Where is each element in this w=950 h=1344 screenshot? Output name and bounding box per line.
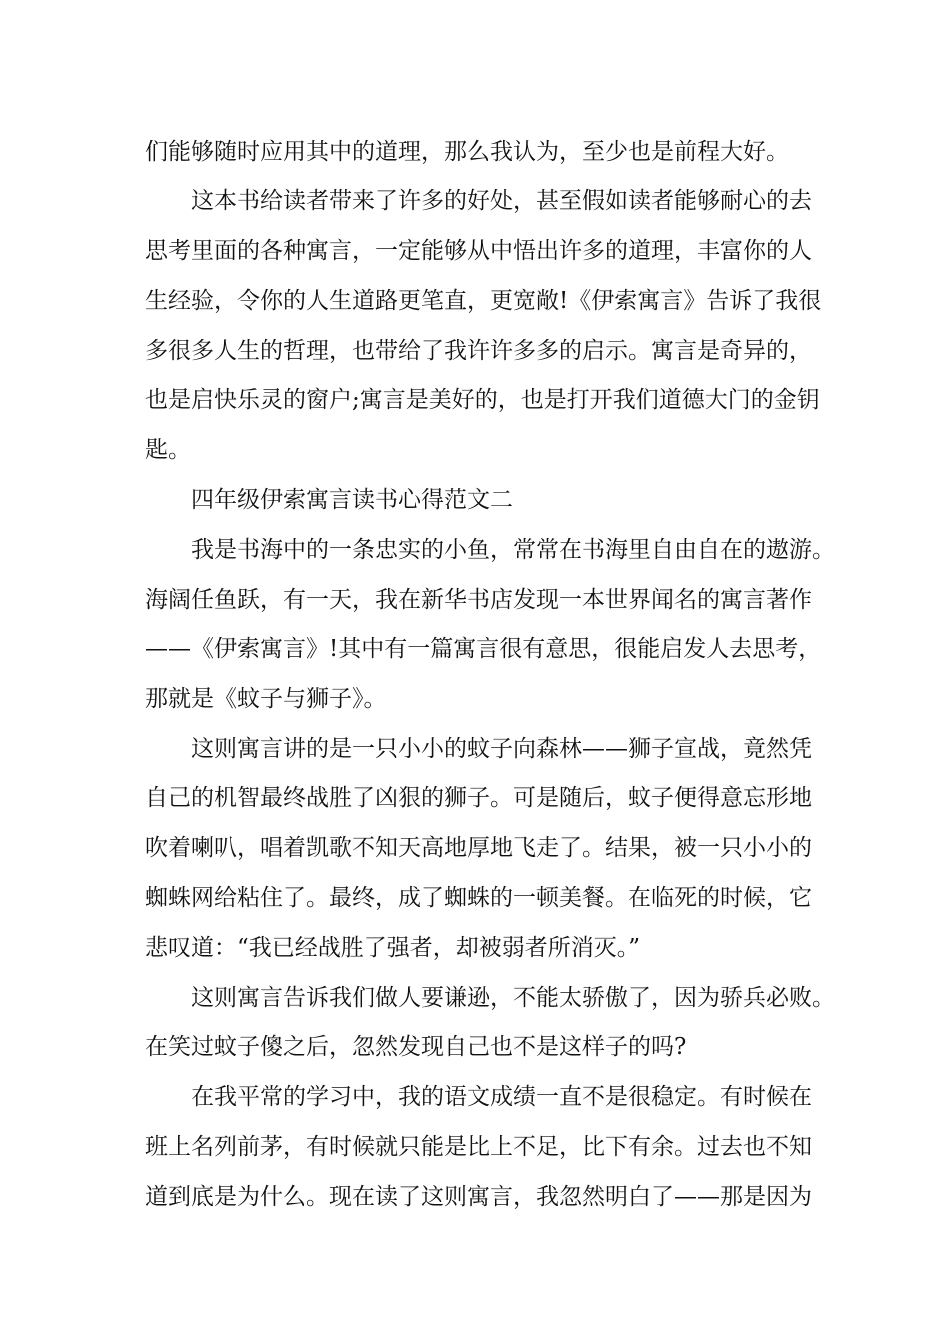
text-line: 在我平常的学习中，我的语文成绩一直不是很稳定。有时候在	[145, 1084, 812, 1110]
text-line: 这则寓言讲的是一只小小的蚊子向森林——狮子宣战，竟然凭	[145, 736, 812, 762]
text-line: 也是启快乐灵的窗户;寓言是美好的，也是打开我们道德大门的金钥	[145, 387, 820, 413]
text-line: ——《伊索寓言》!其中有一篇寓言很有意思，很能启发人去思考，	[145, 636, 822, 662]
text-line: 那就是《蚊子与狮子》。	[145, 686, 387, 712]
text-line: 在笑过蚊子傻之后，忽然发现自己也不是这样子的吗?	[145, 1034, 687, 1060]
text-line: 我是书海中的一条忠实的小鱼，常常在书海里自由自在的遨游。	[145, 537, 835, 563]
text-line: 这则寓言告诉我们做人要谦逊，不能太骄傲了，因为骄兵必败。	[145, 985, 835, 1011]
text-line: 多很多人生的哲理，也带给了我许许多多的启示。寓言是奇异的，	[145, 338, 812, 364]
text-line: 悲叹道：“我已经战胜了强者，却被弱者所消灭。”	[145, 935, 641, 961]
text-line: 吹着喇叭，唱着凯歌不知天高地厚地飞走了。结果，被一只小小的	[145, 835, 812, 861]
text-line: 蜘蛛网给粘住了。最终，成了蜘蛛的一顿美餐。在临死的时候，它	[145, 885, 812, 911]
text-line: 自己的机智最终战胜了凶狠的狮子。可是随后，蚊子便得意忘形地	[145, 785, 812, 811]
text-line: 们能够随时应用其中的道理，那么我认为，至少也是前程大好。	[145, 139, 789, 165]
text-line: 这本书给读者带来了许多的好处，甚至假如读者能够耐心的去	[145, 188, 812, 214]
section-heading: 四年级伊索寓言读书心得范文二	[145, 487, 513, 513]
text-line: 道到底是为什么。现在读了这则寓言，我忽然明白了——那是因为	[145, 1184, 812, 1210]
text-line: 生经验，令你的人生道路更笔直，更宽敞!《伊索寓言》告诉了我很	[145, 288, 822, 314]
text-line: 班上名列前茅，有时候就只能是比上不足，比下有余。过去也不知	[145, 1134, 812, 1160]
text-line: 海阔任鱼跃，有一天，我在新华书店发现一本世界闻名的寓言著作	[145, 587, 812, 613]
text-line: 思考里面的各种寓言，一定能够从中悟出许多的道理，丰富你的人	[145, 238, 812, 264]
text-line: 匙。	[145, 437, 191, 463]
